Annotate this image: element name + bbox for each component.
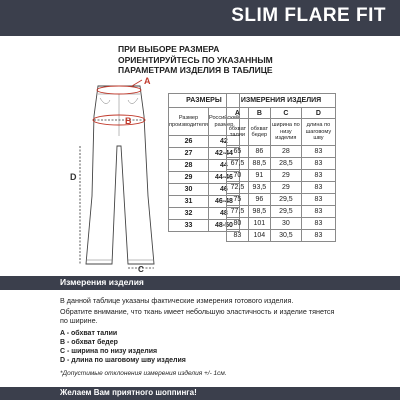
inseam-cell: 83 xyxy=(301,194,335,206)
legend xyxy=(60,329,186,365)
col-desc-hem: ширина по низу изделия xyxy=(270,119,301,146)
producer-size-cell: 28 xyxy=(169,160,209,172)
producer-size-cell: 29 xyxy=(169,172,209,184)
measure-table-row xyxy=(227,182,336,194)
intro-line: ОРИЕНТИРУЙТЕСЬ ПО УКАЗАННЫМ xyxy=(118,54,273,65)
measure-table xyxy=(226,93,336,242)
legend-item-a: A - обхват талии xyxy=(60,330,118,337)
producer-size-cell: 31 xyxy=(169,196,209,208)
russian-size-cell: 44-46 xyxy=(208,172,239,184)
inseam-cell: 83 xyxy=(301,182,335,194)
hem-cell: 29,5 xyxy=(270,194,301,206)
russian-size-cell: 48-50 xyxy=(208,220,239,232)
section-line-2: Обратите внимание, что ткань имеет небольшую эластичность и изделие тянется xyxy=(60,307,335,316)
measure-table-title: ИЗМЕРЕНИЯ ИЗДЕЛИЯ xyxy=(227,94,336,108)
russian-size-cell: 44 xyxy=(208,160,239,172)
hip-cell: 101 xyxy=(248,218,270,230)
russian-size-cell: 46 xyxy=(208,184,239,196)
waist-cell: 72,5 xyxy=(227,182,249,194)
waist-cell: 75 xyxy=(227,194,249,206)
measure-table-row xyxy=(227,158,336,170)
intro-line: ПАРАМЕТРАМ ИЗДЕЛИЯ В ТАБЛИЦЕ xyxy=(118,65,273,75)
hem-cell: 28,5 xyxy=(270,158,301,170)
legend-item-b: B - обхват бедер xyxy=(60,339,118,346)
waist-cell: 67,5 xyxy=(227,158,249,170)
jeans-outline xyxy=(86,86,154,264)
col-letter-b: B xyxy=(248,108,270,119)
label-d: D xyxy=(70,172,77,182)
col-russian-size: Российский размер xyxy=(208,108,239,136)
hip-cell: 104 xyxy=(248,230,270,242)
inseam-cell: 83 xyxy=(301,146,335,158)
measure-table-row xyxy=(227,146,336,158)
russian-size-cell: 46-48 xyxy=(208,196,239,208)
hem-cell: 30,5 xyxy=(270,230,301,242)
col-letter-d: D xyxy=(301,108,335,119)
section-bar xyxy=(0,276,400,290)
col-desc-inseam: длина по шаговому шву xyxy=(301,119,335,146)
producer-size-cell: 32 xyxy=(169,208,209,220)
header-bar xyxy=(0,0,400,36)
hem-cell: 29,5 xyxy=(270,206,301,218)
inseam-cell: 83 xyxy=(301,206,335,218)
hem-cell: 30 xyxy=(270,218,301,230)
russian-size-cell: 48 xyxy=(208,208,239,220)
footer-text: Желаем Вам приятного шоппинга! xyxy=(60,388,197,397)
measure-table-row xyxy=(227,206,336,218)
measure-table-row xyxy=(227,218,336,230)
inseam-cell: 83 xyxy=(301,170,335,182)
russian-size-cell: 42 xyxy=(208,136,239,148)
measure-table-row xyxy=(227,194,336,206)
header-title: SLIM FLARE FIT xyxy=(231,5,386,26)
label-c: C xyxy=(138,265,144,272)
footnote: *Допустимые отклонения измерения изделия +/- 1см. xyxy=(60,370,227,377)
hip-cell: 98,5 xyxy=(248,206,270,218)
label-a: A xyxy=(144,76,151,86)
measure-table-row xyxy=(227,170,336,182)
size-table-title: РАЗМЕРЫ xyxy=(169,94,240,108)
waist-cell: 65 xyxy=(227,146,249,158)
col-desc-waist: обхват талии xyxy=(227,119,249,146)
waist-cell: 80 xyxy=(227,218,249,230)
waist-cell: 70 xyxy=(227,170,249,182)
inseam-cell: 83 xyxy=(301,218,335,230)
hip-cell: 91 xyxy=(248,170,270,182)
hem-cell: 28 xyxy=(270,146,301,158)
hip-cell: 88,5 xyxy=(248,158,270,170)
col-desc-hip: обхват бедер xyxy=(248,119,270,146)
col-letter-c: C xyxy=(270,108,301,119)
hem-cell: 29 xyxy=(270,182,301,194)
a-arrow-line xyxy=(132,80,142,86)
col-producer-size: Размер производителя xyxy=(169,108,209,136)
intro-line: ПРИ ВЫБОРЕ РАЗМЕРА xyxy=(118,44,220,54)
waist-cell: 77,5 xyxy=(227,206,249,218)
jeans-diagram xyxy=(70,76,162,272)
hip-cell: 86 xyxy=(248,146,270,158)
label-b: B xyxy=(125,116,132,126)
hem-cell: 29 xyxy=(270,170,301,182)
legend-item-d: D - длина по шаговому шву изделия xyxy=(60,357,186,364)
inseam-cell: 83 xyxy=(301,230,335,242)
footer-bar xyxy=(0,387,400,400)
producer-size-cell: 30 xyxy=(169,184,209,196)
hip-cell: 93,5 xyxy=(248,182,270,194)
inseam-cell: 83 xyxy=(301,158,335,170)
measure-table-row xyxy=(227,230,336,242)
section-line-1: В данной таблице указаны фактические измерения готового изделия. xyxy=(60,296,294,305)
producer-size-cell: 27 xyxy=(169,148,209,160)
section-title: Измерения изделия xyxy=(60,277,144,287)
intro-text xyxy=(118,44,328,76)
hip-cell: 96 xyxy=(248,194,270,206)
producer-size-cell: 33 xyxy=(169,220,209,232)
russian-size-cell: 42-44 xyxy=(208,148,239,160)
producer-size-cell: 26 xyxy=(169,136,209,148)
col-letter-a: A xyxy=(227,108,249,119)
legend-item-c: C - ширина по низу изделия xyxy=(60,348,158,355)
waist-cell: 83 xyxy=(227,230,249,242)
section-line-3: по ширине. xyxy=(60,316,98,325)
